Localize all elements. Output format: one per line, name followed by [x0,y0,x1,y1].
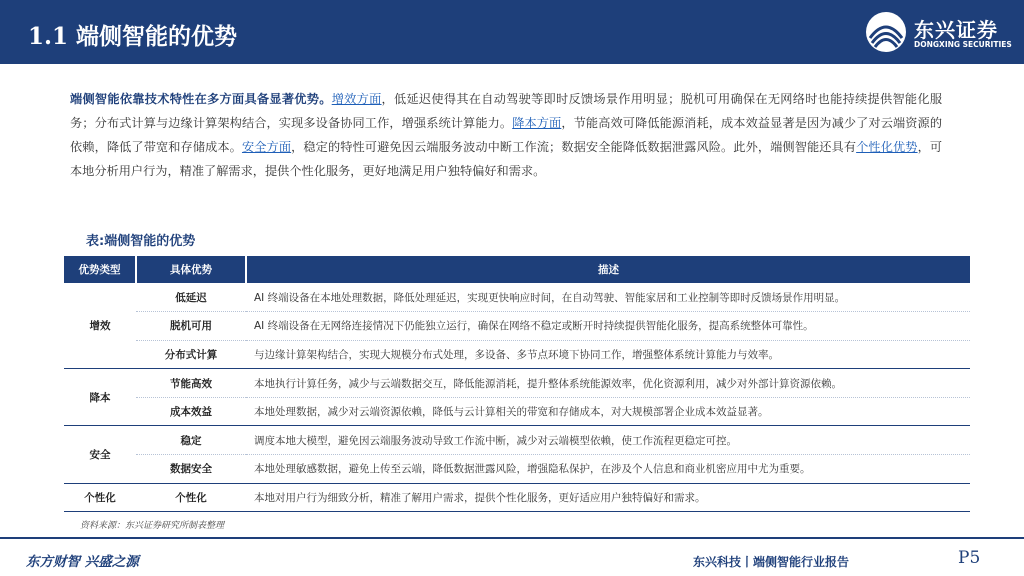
description-cell: 本地对用户行为细致分析，精准了解用户需求，提供个性化服务，更好适应用户独特偏好和需求。 [246,483,970,512]
description-cell: AI 终端设备在本地处理数据，降低处理延迟，实现更快响应时间，在自动驾驶、智能家居和工业控制等即时反馈场景作用明显。 [246,283,970,312]
header-description: 描述 [246,256,970,283]
advantage-cell: 低延迟 [136,283,246,312]
keyword-efficiency: 增效方面 [331,92,382,106]
intro-text-2: ，节能高效可降低能源消耗，成本效益显著是因为减少了对云端资源的依赖，降低了带宽和存储成本。 [70,116,943,154]
intro-paragraph [70,87,942,183]
table-row [64,397,970,426]
logo-name-en: DONGXING SECURITIES [914,40,1012,49]
table-row [64,340,970,369]
keyword-personalization: 个性化优势 [856,140,918,154]
advantages-table [64,256,970,512]
advantage-cell: 节能高效 [136,369,246,398]
advantage-cell: 稳定 [136,426,246,455]
company-logo [866,10,1016,54]
keyword-cost: 降本方面 [512,116,562,130]
intro-text-3: ，稳定的特性可避免因云端服务波动中断工作流；数据安全能降低数据泄露风险。此外，端侧智能还具有 [291,140,857,154]
advantage-cell: 分布式计算 [136,340,246,369]
table-row [64,455,970,484]
advantage-cell: 个性化 [136,483,246,512]
table-row [64,369,970,398]
source-note: 资料来源：东兴证券研究所制表整理 [80,521,225,531]
keyword-security: 安全方面 [241,140,292,154]
advantage-cell: 数据安全 [136,455,246,484]
description-cell: AI 终端设备在无网络连接情况下仍能独立运行，确保在网络不稳定或断开时持续提供智能化服务，提高系统整体可靠性。 [246,312,970,341]
table-row [64,312,970,341]
table-row [64,426,970,455]
table-caption: 表:端侧智能的优势 [86,234,196,249]
description-cell: 本地处理数据，减少对云端资源依赖，降低与云计算相关的带宽和存储成本，对大规模部署企业成本效益显著。 [246,397,970,426]
advantage-cell: 成本效益 [136,397,246,426]
description-cell: 与边缘计算架构结合，实现大规模分布式处理，多设备、多节点环境下协同工作，增强整体系统计算能力与效率。 [246,340,970,369]
table-header-row [64,256,970,283]
intro-text-1: ，低延迟使得其在自动驾驶等即时反馈场景作用明显；脱机可用确保在无网络时也能持续提供智能化服务；分布式计算与边缘计算架构结合，实现多设备协同工作，增强系统计算能力。 [70,92,943,130]
page-title: 1.1 端侧智能的优势 [28,23,238,50]
description-cell: 调度本地大模型，避免因云端服务波动导致工作流中断，减少对云端模型依赖，使工作流程更稳定可控。 [246,426,970,455]
advantage-cell: 脱机可用 [136,312,246,341]
header-type: 优势类型 [64,256,136,283]
category-cell: 降本 [64,369,136,426]
intro-lead: 端侧智能依靠技术特性在多方面具备显著优势。 [70,92,332,106]
category-cell: 增效 [64,283,136,369]
category-cell: 安全 [64,426,136,483]
intro-text-4: ，可本地分析用户行为，精准了解需求，提供个性化服务，更好地满足用户独特偏好和需求。 [70,140,943,178]
title-bar [0,0,1024,64]
header-advantage: 具体优势 [136,256,246,283]
dongxing-logo-icon [866,12,906,52]
footer-report-name: 东兴科技丨端侧智能行业报告 [693,555,850,569]
table-row [64,483,970,512]
category-cell: 个性化 [64,483,136,512]
footer-divider [0,537,1024,539]
description-cell: 本地执行计算任务，减少与云端数据交互，降低能源消耗，提升整体系统能源效率，优化资源利用，减少对外部计算资源依赖。 [246,369,970,398]
table-row [64,283,970,312]
logo-name-cn: 东兴证券 [914,18,998,42]
page-number: P5 [958,548,981,568]
footer-slogan: 东方财智 兴盛之源 [26,554,139,570]
description-cell: 本地处理敏感数据，避免上传至云端，降低数据泄露风险，增强隐私保护，在涉及个人信息和商业机密应用中尤为重要。 [246,455,970,484]
